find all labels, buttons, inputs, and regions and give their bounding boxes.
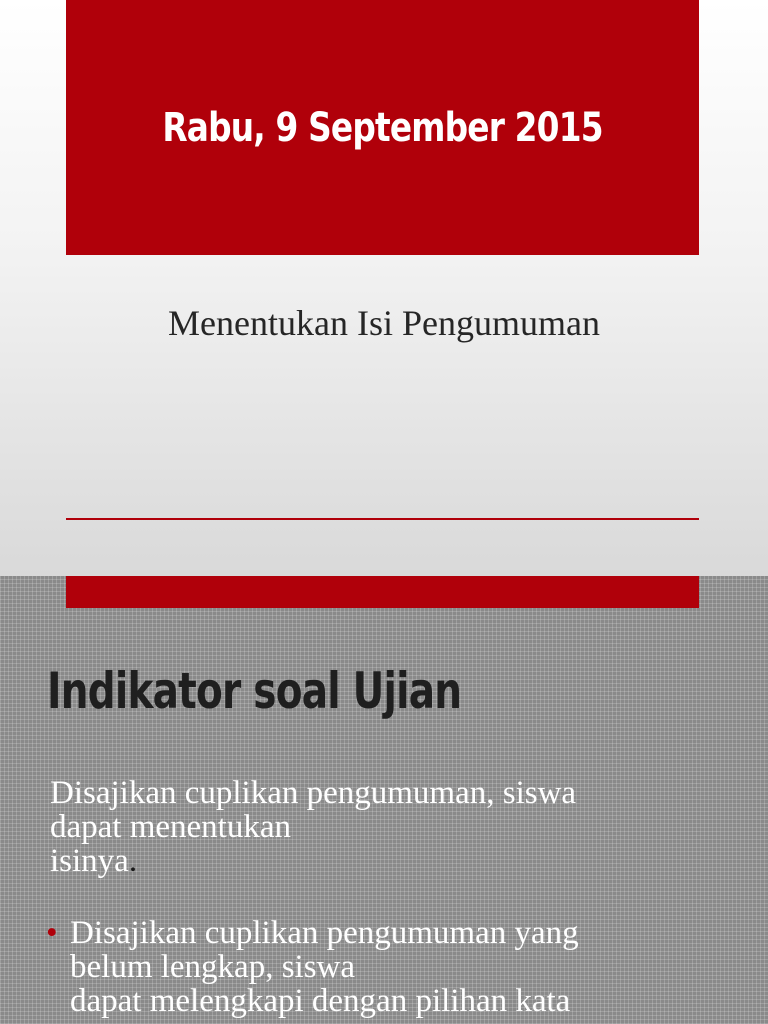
paragraph-line (50, 844, 750, 878)
title-box (66, 0, 699, 255)
paragraph-period: . (128, 843, 138, 879)
bullet-list (46, 916, 766, 1018)
top-accent-bar (66, 576, 699, 608)
paragraph-line: dapat menentukan (50, 809, 291, 845)
list-item (46, 916, 766, 1018)
paragraph-text: isinya (50, 843, 129, 879)
paragraph-line: Disajikan cuplikan pengumuman, siswa (50, 775, 577, 811)
bullet-icon: • (46, 915, 58, 951)
bullet-line: belum lengkap, siswa (70, 949, 356, 985)
bullet-text (70, 916, 579, 1018)
slide-subtitle: Menentukan Isi Pengumuman (168, 303, 600, 343)
slide-heading: Indikator soal Ujian (47, 662, 462, 720)
slide-2 (0, 576, 768, 1024)
divider-line (66, 518, 699, 520)
slide-title: Rabu, 9 September 2015 (162, 104, 603, 151)
indicator-paragraph (50, 776, 750, 878)
bullet-line: Disajikan cuplikan pengumuman yang (70, 915, 579, 951)
bullet-line: dapat melengkapi dengan pilihan kata (70, 983, 571, 1019)
